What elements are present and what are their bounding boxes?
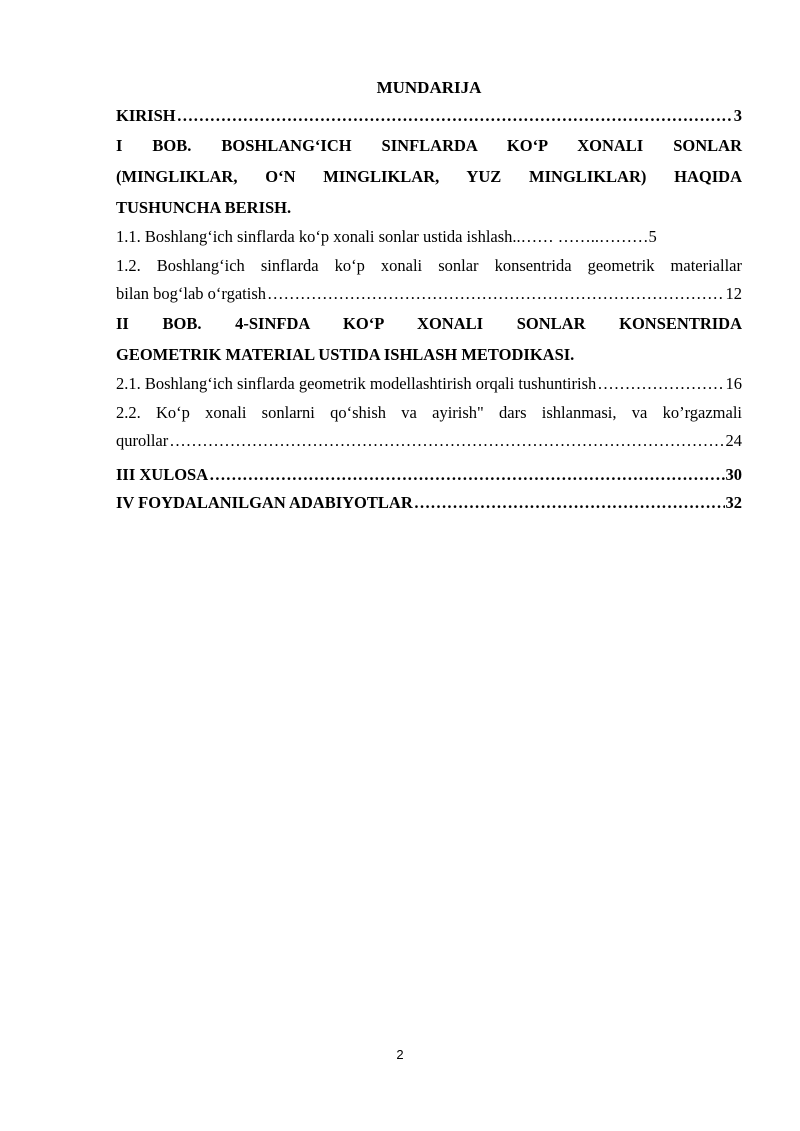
toc-page-number: 16	[725, 374, 742, 393]
chapter-heading-line: TUSHUNCHA BERISH.	[116, 198, 292, 217]
toc-entry-2-1	[116, 370, 742, 398]
toc-entry-label: 1.2. Boshlang‘ich sinflarda ko‘p xonali sonlar konsentrida geometrik materiallar	[116, 256, 742, 275]
page-title: MUNDARIJA	[376, 78, 482, 97]
dot-leader	[169, 427, 724, 455]
chapter-heading-line: II BOB. 4-SINFDA KO‘P XONALI SONLAR KONSENTRIDA	[116, 314, 742, 333]
dot-leader	[597, 370, 724, 398]
toc-entry-label: 2.2. Ko‘p xonali sonlarni qo‘shish va ayirish" dars ishlanmasi, va ko’rgazmali	[116, 403, 742, 422]
toc-entry-label-continued: bilan bog‘lab o‘rgatish	[116, 284, 266, 303]
toc-entry-continuation	[116, 427, 742, 455]
toc-page-number: 3	[733, 106, 742, 125]
toc-entry-xulosa	[116, 461, 742, 489]
chapter-heading-2	[116, 308, 742, 370]
dot-leader	[209, 461, 724, 489]
toc-entry-label: 2.1. Boshlang‘ich sinflarda geometrik modellashtirish orqali tushuntirish	[116, 374, 597, 393]
toc-page-number: 12	[725, 284, 742, 303]
chapter-heading-1	[116, 130, 742, 223]
toc-entry-label: 1.1. Boshlang‘ich sinflarda ko‘p xonali sonlar ustida ishlash..…… ……..………	[116, 227, 649, 246]
toc-entry-2-2	[116, 398, 742, 455]
toc-entry-kirish	[116, 102, 742, 130]
chapter-heading-line: I BOB. BOSHLANG‘ICH SINFLARDA KO‘P XONALI SONLAR	[116, 136, 742, 155]
toc-page-number: 5	[648, 227, 657, 246]
dot-leader	[267, 280, 725, 308]
toc-entry-label-continued: qurollar	[116, 431, 169, 450]
page-number: 2	[396, 1047, 404, 1062]
toc-page-number: 24	[725, 431, 742, 450]
chapter-heading-line: (MINGLIKLAR, O‘N MINGLIKLAR, YUZ MINGLIKLAR) HAQIDA	[116, 167, 742, 186]
chapter-heading-line: GEOMETRIK MATERIAL USTIDA ISHLASH METODIKASI.	[116, 345, 575, 364]
toc-entry-label: IV FOYDALANILGAN ADABIYOTLAR	[116, 493, 413, 512]
toc-entry-label: III XULOSA	[116, 465, 209, 484]
table-of-contents	[116, 77, 742, 517]
toc-page-number: 30	[725, 465, 742, 484]
toc-entry-label: KIRISH	[116, 106, 176, 125]
dot-leader	[177, 102, 733, 130]
toc-entry-continuation	[116, 280, 742, 308]
toc-entry-1-1	[116, 223, 742, 251]
toc-entry-adabiyotlar	[116, 489, 742, 517]
toc-entry-1-2	[116, 251, 742, 308]
dot-leader	[414, 489, 725, 517]
toc-page-number: 32	[725, 493, 742, 512]
